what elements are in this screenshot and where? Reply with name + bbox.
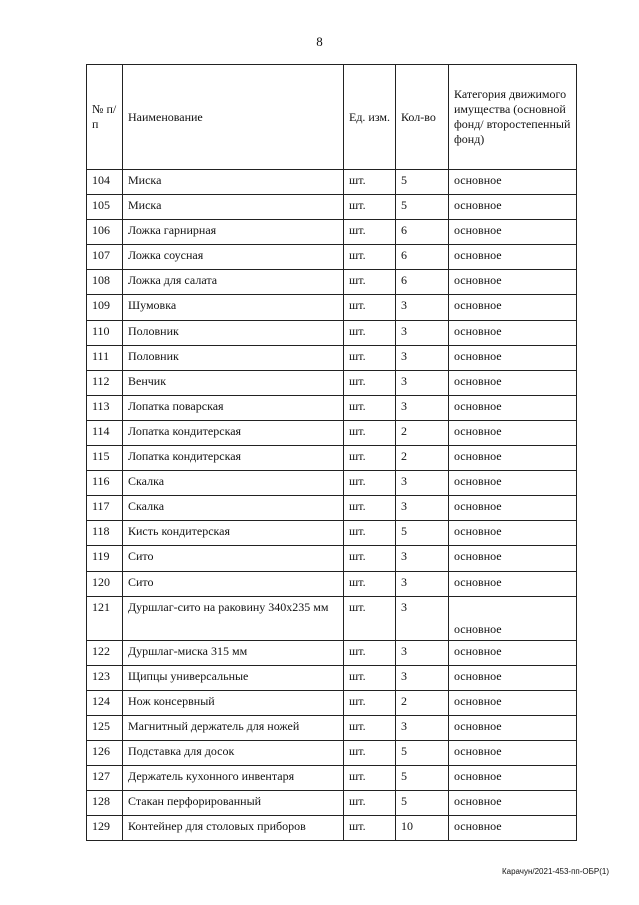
header-row xyxy=(87,65,577,170)
table-row xyxy=(87,420,577,445)
table-row xyxy=(87,816,577,841)
cell-name: Шумовка xyxy=(123,295,344,320)
cell-qty: 3 xyxy=(396,471,449,496)
cell-name: Лопатка кондитерская xyxy=(123,446,344,471)
cell-num: 123 xyxy=(87,665,123,690)
cell-name: Миска xyxy=(123,195,344,220)
header-category: Категория движимого имущества (основной фонд/ второстепенный фонд) xyxy=(449,65,577,170)
table-row xyxy=(87,320,577,345)
cell-qty: 3 xyxy=(396,715,449,740)
cell-num: 107 xyxy=(87,245,123,270)
table-row xyxy=(87,640,577,665)
cell-unit: шт. xyxy=(344,496,396,521)
cell-unit: шт. xyxy=(344,571,396,596)
cell-name: Ложка соусная xyxy=(123,245,344,270)
cell-category: основное xyxy=(449,496,577,521)
cell-qty: 6 xyxy=(396,270,449,295)
cell-unit: шт. xyxy=(344,816,396,841)
cell-num: 128 xyxy=(87,791,123,816)
cell-name: Миска xyxy=(123,170,344,195)
cell-name: Подставка для досок xyxy=(123,740,344,765)
cell-unit: шт. xyxy=(344,471,396,496)
cell-num: 110 xyxy=(87,320,123,345)
cell-name: Дуршлаг-сито на раковину 340х235 мм xyxy=(123,596,344,640)
table-row xyxy=(87,270,577,295)
cell-num: 127 xyxy=(87,766,123,791)
header-num: № п/п xyxy=(87,65,123,170)
table-row xyxy=(87,220,577,245)
cell-unit: шт. xyxy=(344,446,396,471)
table-row xyxy=(87,496,577,521)
table-header xyxy=(87,65,577,170)
table-row xyxy=(87,740,577,765)
cell-category: основное xyxy=(449,640,577,665)
table-row xyxy=(87,170,577,195)
header-unit: Ед. изм. xyxy=(344,65,396,170)
cell-name: Венчик xyxy=(123,370,344,395)
cell-unit: шт. xyxy=(344,295,396,320)
cell-category: основное xyxy=(449,395,577,420)
cell-name: Кисть кондитерская xyxy=(123,521,344,546)
cell-num: 108 xyxy=(87,270,123,295)
cell-num: 115 xyxy=(87,446,123,471)
cell-num: 111 xyxy=(87,345,123,370)
cell-qty: 5 xyxy=(396,195,449,220)
cell-category: основное xyxy=(449,766,577,791)
cell-unit: шт. xyxy=(344,395,396,420)
cell-unit: шт. xyxy=(344,596,396,640)
cell-name: Сито xyxy=(123,571,344,596)
table-row xyxy=(87,195,577,220)
table-row xyxy=(87,245,577,270)
cell-category: основное xyxy=(449,546,577,571)
cell-category: основное xyxy=(449,791,577,816)
cell-name: Лопатка поварская xyxy=(123,395,344,420)
cell-unit: шт. xyxy=(344,320,396,345)
cell-unit: шт. xyxy=(344,195,396,220)
table-body xyxy=(87,170,577,841)
table-row xyxy=(87,471,577,496)
cell-category: основное xyxy=(449,521,577,546)
cell-category: основное xyxy=(449,596,577,640)
table-row xyxy=(87,546,577,571)
cell-category: основное xyxy=(449,740,577,765)
cell-category: основное xyxy=(449,370,577,395)
cell-qty: 5 xyxy=(396,740,449,765)
cell-qty: 3 xyxy=(396,596,449,640)
cell-qty: 3 xyxy=(396,665,449,690)
cell-qty: 3 xyxy=(396,640,449,665)
cell-qty: 10 xyxy=(396,816,449,841)
cell-unit: шт. xyxy=(344,640,396,665)
cell-qty: 3 xyxy=(396,345,449,370)
cell-category: основное xyxy=(449,320,577,345)
cell-qty: 3 xyxy=(396,320,449,345)
table-row xyxy=(87,791,577,816)
cell-unit: шт. xyxy=(344,370,396,395)
cell-name: Половник xyxy=(123,320,344,345)
table-row xyxy=(87,395,577,420)
header-name: Наименование xyxy=(123,65,344,170)
cell-num: 114 xyxy=(87,420,123,445)
cell-num: 119 xyxy=(87,546,123,571)
header-qty: Кол-во xyxy=(396,65,449,170)
cell-unit: шт. xyxy=(344,690,396,715)
cell-name: Магнитный держатель для ножей xyxy=(123,715,344,740)
cell-name: Контейнер для столовых приборов xyxy=(123,816,344,841)
cell-qty: 3 xyxy=(396,571,449,596)
cell-qty: 5 xyxy=(396,170,449,195)
cell-num: 104 xyxy=(87,170,123,195)
cell-unit: шт. xyxy=(344,715,396,740)
table-row xyxy=(87,370,577,395)
cell-num: 129 xyxy=(87,816,123,841)
cell-category: основное xyxy=(449,571,577,596)
cell-name: Стакан перфорированный xyxy=(123,791,344,816)
table-row xyxy=(87,665,577,690)
inventory-table xyxy=(86,64,577,841)
cell-name: Ложка для салата xyxy=(123,270,344,295)
cell-num: 124 xyxy=(87,690,123,715)
document-code: Карачун/2021-453-пп-ОБР(1) xyxy=(501,867,609,876)
cell-category: основное xyxy=(449,170,577,195)
cell-unit: шт. xyxy=(344,345,396,370)
cell-category: основное xyxy=(449,665,577,690)
table-row xyxy=(87,596,577,640)
table-row xyxy=(87,766,577,791)
cell-name: Нож консервный xyxy=(123,690,344,715)
page-number: 8 xyxy=(316,34,323,49)
cell-qty: 2 xyxy=(396,446,449,471)
cell-qty: 3 xyxy=(396,370,449,395)
cell-name: Сито xyxy=(123,546,344,571)
cell-num: 122 xyxy=(87,640,123,665)
cell-category: основное xyxy=(449,345,577,370)
cell-category: основное xyxy=(449,270,577,295)
cell-name: Дуршлаг-миска 315 мм xyxy=(123,640,344,665)
cell-num: 120 xyxy=(87,571,123,596)
cell-qty: 5 xyxy=(396,521,449,546)
cell-qty: 3 xyxy=(396,546,449,571)
cell-category: основное xyxy=(449,715,577,740)
cell-unit: шт. xyxy=(344,420,396,445)
cell-unit: шт. xyxy=(344,546,396,571)
cell-num: 106 xyxy=(87,220,123,245)
table-row xyxy=(87,715,577,740)
table-row xyxy=(87,521,577,546)
cell-qty: 6 xyxy=(396,245,449,270)
cell-name: Половник xyxy=(123,345,344,370)
cell-unit: шт. xyxy=(344,245,396,270)
cell-qty: 3 xyxy=(396,496,449,521)
cell-qty: 6 xyxy=(396,220,449,245)
cell-category: основное xyxy=(449,471,577,496)
cell-qty: 3 xyxy=(396,295,449,320)
cell-unit: шт. xyxy=(344,220,396,245)
cell-num: 113 xyxy=(87,395,123,420)
cell-category: основное xyxy=(449,220,577,245)
cell-unit: шт. xyxy=(344,665,396,690)
cell-unit: шт. xyxy=(344,270,396,295)
cell-name: Скалка xyxy=(123,471,344,496)
cell-category: основное xyxy=(449,690,577,715)
cell-unit: шт. xyxy=(344,740,396,765)
cell-name: Ложка гарнирная xyxy=(123,220,344,245)
cell-category: основное xyxy=(449,816,577,841)
cell-num: 105 xyxy=(87,195,123,220)
cell-unit: шт. xyxy=(344,521,396,546)
cell-name: Держатель кухонного инвентаря xyxy=(123,766,344,791)
cell-num: 121 xyxy=(87,596,123,640)
cell-qty: 5 xyxy=(396,791,449,816)
cell-qty: 5 xyxy=(396,766,449,791)
cell-category: основное xyxy=(449,420,577,445)
cell-num: 116 xyxy=(87,471,123,496)
cell-qty: 3 xyxy=(396,395,449,420)
table-row xyxy=(87,690,577,715)
cell-qty: 2 xyxy=(396,690,449,715)
table-row xyxy=(87,345,577,370)
cell-category: основное xyxy=(449,295,577,320)
cell-name: Щипцы универсальные xyxy=(123,665,344,690)
cell-num: 109 xyxy=(87,295,123,320)
cell-category: основное xyxy=(449,245,577,270)
table-row xyxy=(87,295,577,320)
cell-unit: шт. xyxy=(344,791,396,816)
cell-name: Скалка xyxy=(123,496,344,521)
cell-num: 125 xyxy=(87,715,123,740)
cell-num: 118 xyxy=(87,521,123,546)
table-row xyxy=(87,446,577,471)
cell-num: 126 xyxy=(87,740,123,765)
cell-qty: 2 xyxy=(396,420,449,445)
cell-num: 112 xyxy=(87,370,123,395)
cell-num: 117 xyxy=(87,496,123,521)
cell-unit: шт. xyxy=(344,170,396,195)
cell-category: основное xyxy=(449,446,577,471)
cell-name: Лопатка кондитерская xyxy=(123,420,344,445)
table-row xyxy=(87,571,577,596)
cell-category: основное xyxy=(449,195,577,220)
cell-unit: шт. xyxy=(344,766,396,791)
